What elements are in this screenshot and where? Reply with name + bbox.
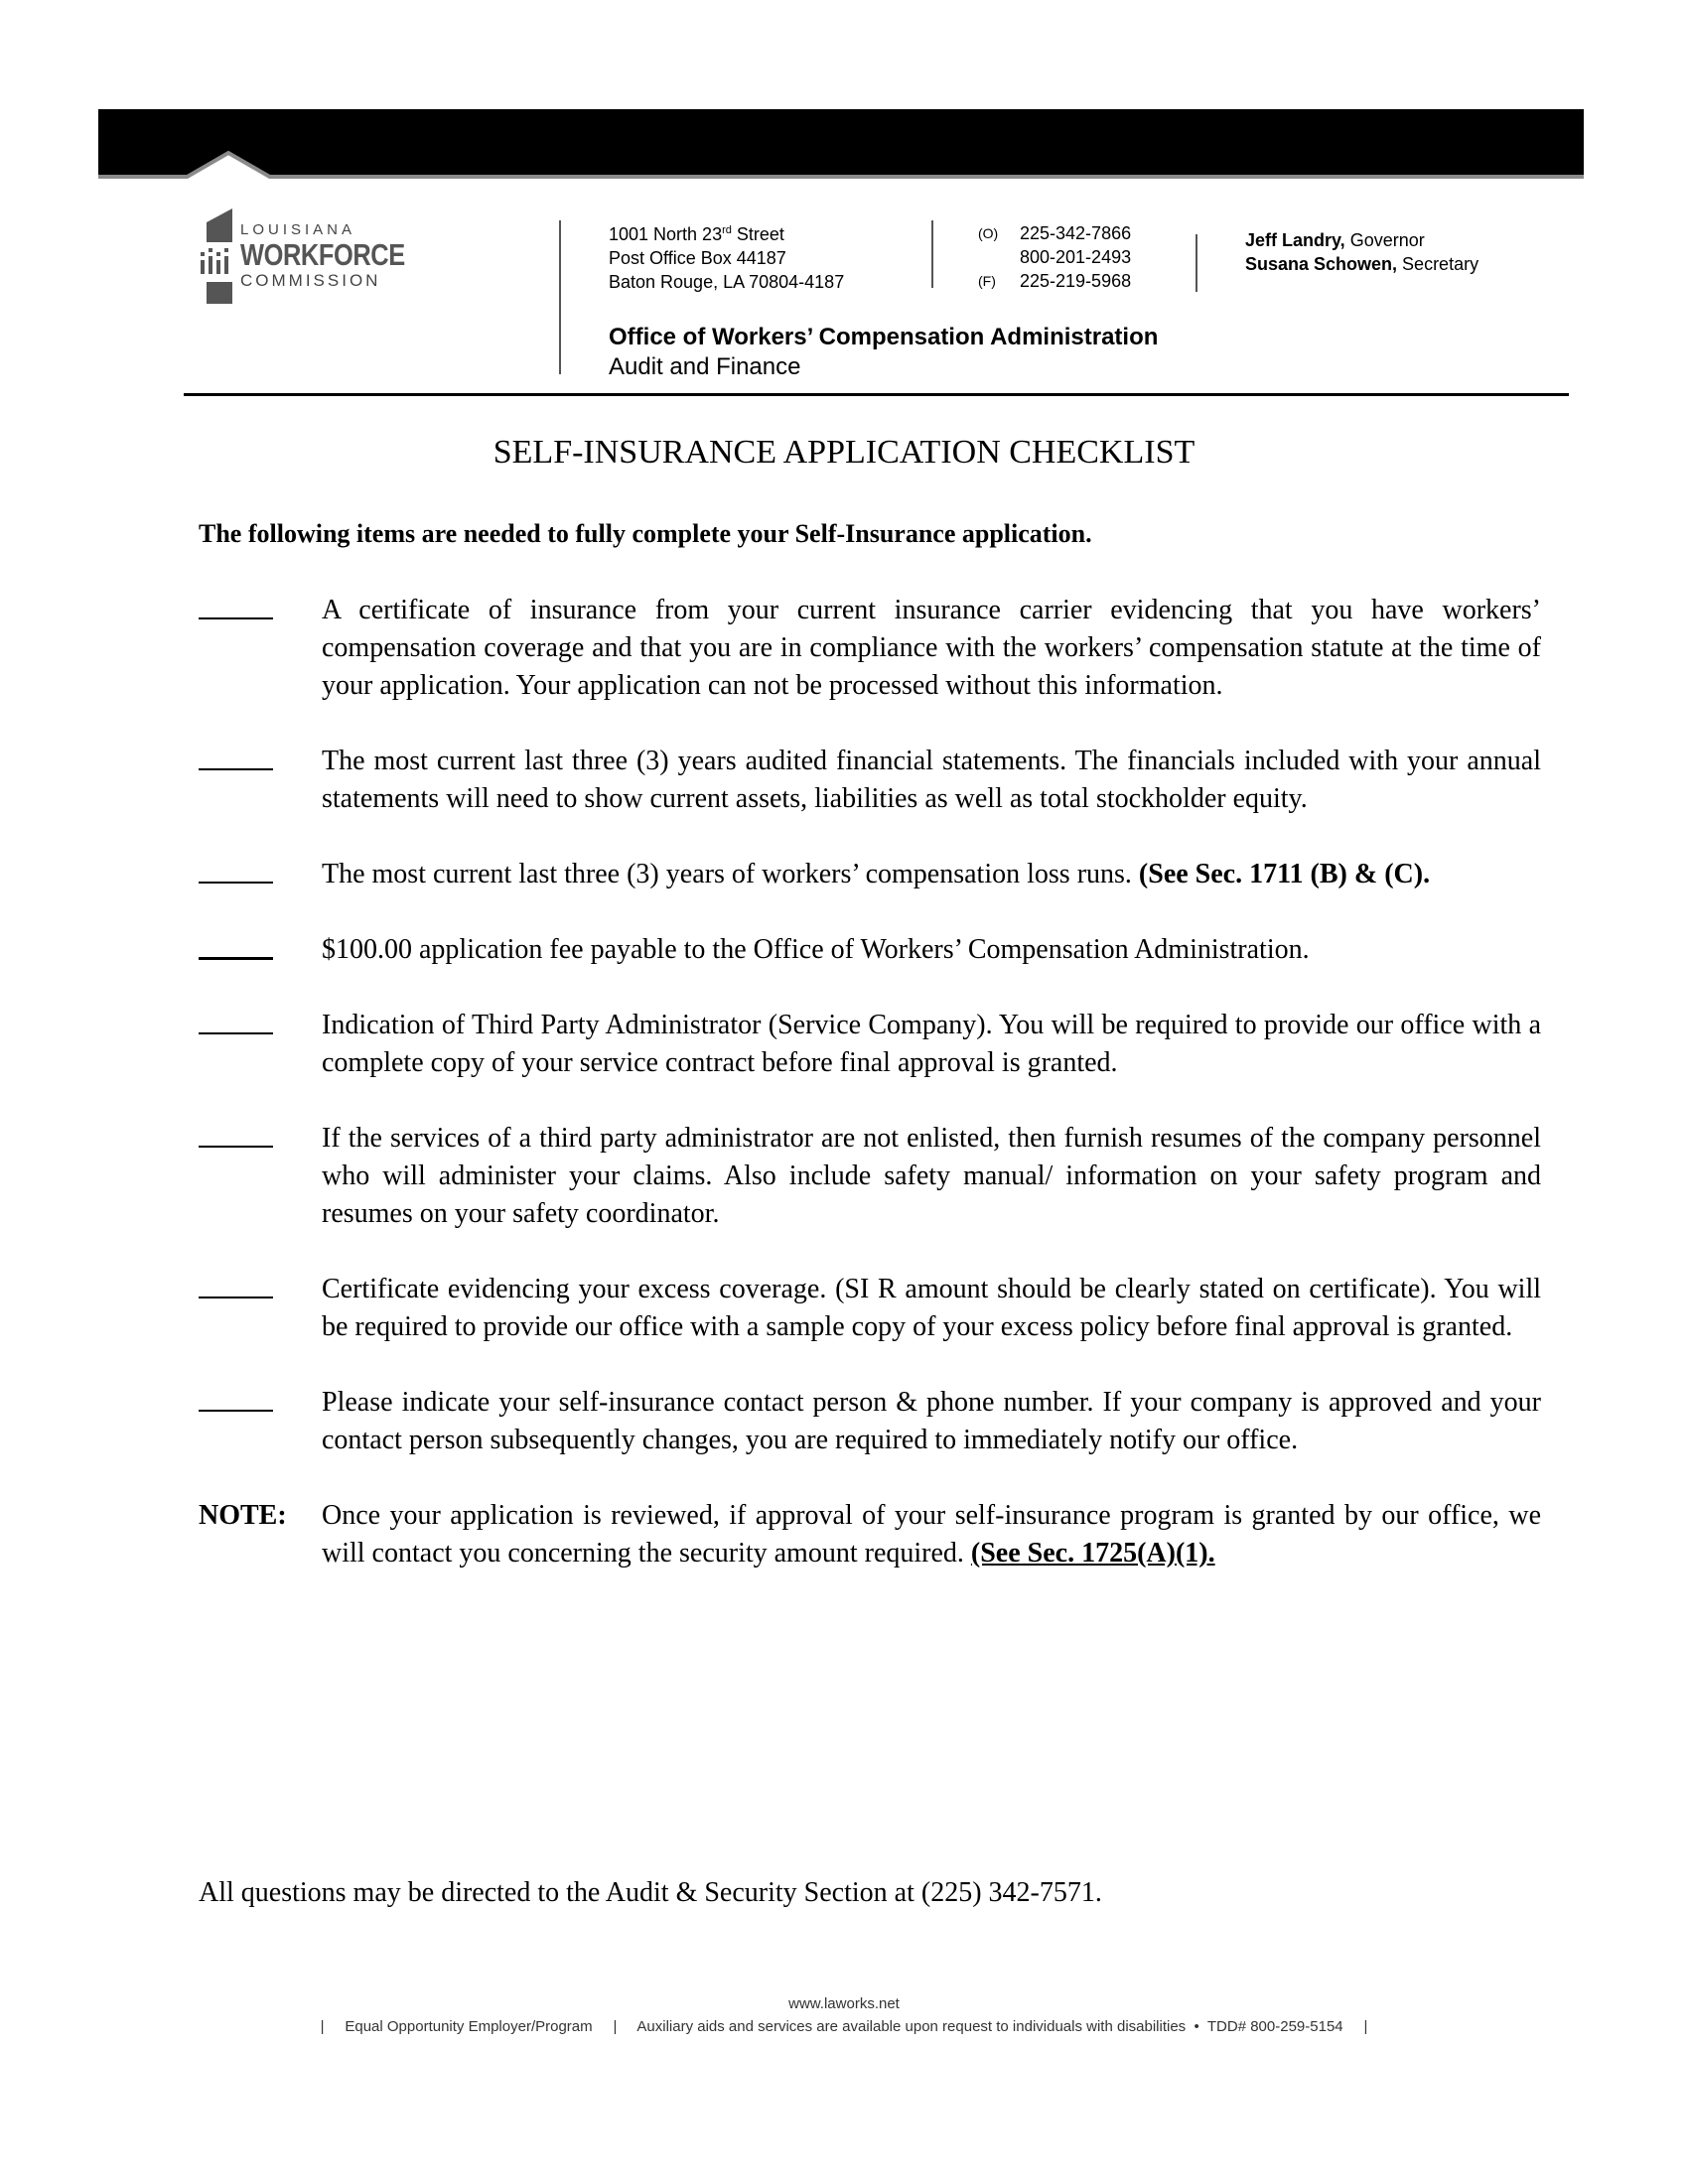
note [199, 1497, 1541, 1572]
checklist-blank[interactable] [199, 1120, 273, 1148]
checklist-item-text: The most current last three (3) years audited financial statements. The financials included with your annual statements will need to show current assets, liabilities as well as total stockholder equity. [322, 746, 1541, 814]
checklist-blank[interactable] [199, 1384, 273, 1412]
office-subtitle: Audit and Finance [609, 353, 801, 380]
note-section-ref: (See Sec. 1725(A)(1). [970, 1538, 1215, 1569]
checklist-item [199, 1271, 1541, 1346]
phone-tollfree-row: 800-201-2493 [1020, 247, 1132, 267]
checklist-item-text: Indication of Third Party Administrator (Service Company). You will be required to provide our office with a complete copy of your service contract before final approval is granted. [322, 1010, 1541, 1078]
address-street: 1001 North 23rd Street [609, 224, 784, 244]
checklist-item [199, 856, 1541, 893]
checklist-item [199, 931, 1541, 969]
checklist-blank[interactable] [199, 856, 273, 884]
logo-line-louisiana: LOUISIANA [240, 221, 356, 238]
header-separator-3 [1196, 234, 1197, 292]
checklist-blank[interactable] [199, 1271, 273, 1298]
checklist-blank[interactable] [199, 1007, 273, 1034]
intro-text: The following items are needed to fully complete your Self-Insurance application. [199, 519, 1092, 548]
secretary: Susana Schowen, Secretary [1245, 254, 1479, 274]
phone-fax-row: (F) 225-219-5968 [978, 271, 1132, 291]
checklist-item-text: If the services of a third party administrator are not enlisted, then furnish resumes of the company personnel who will administer your claims. Also include safety manual/ information on your safety program and resumes on your safety coordinator. [322, 1123, 1541, 1229]
phone-office-row: (O) 225-342-7866 [978, 223, 1132, 243]
checklist-item [199, 1384, 1541, 1459]
note-text: Once your application is reviewed, if approval of your self-insurance program is granted by our office, we will contact you concerning the security amount required. (See Sec. 1725(A)(1). [322, 1500, 1541, 1569]
closing-text: All questions may be directed to the Audit & Security Section at (225) 342-7571. [199, 1877, 1102, 1908]
address-po-box: Post Office Box 44187 [609, 248, 786, 268]
logo-line-commission: COMMISSION [240, 271, 381, 290]
agency-phones [978, 221, 1131, 293]
header-separator-2 [931, 220, 933, 288]
workforce-building-icon [199, 208, 238, 304]
checklist-item-text: Certificate evidencing your excess coverage. (SI R amount should be clearly stated on certificate). You will be required to provide our office with a sample copy of your excess policy before final approval is granted. [322, 1274, 1541, 1342]
header-rule [184, 393, 1569, 396]
note-label: NOTE: [199, 1500, 287, 1531]
footer-notice: | Equal Opportunity Employer/Program | Auxiliary aids and services are available upon request to individuals with disabilities • TDD# 800-259-5154 | [320, 2018, 1368, 2035]
banner-roof-notch [184, 149, 273, 179]
document-title: SELF-INSURANCE APPLICATION CHECKLIST [492, 434, 1196, 471]
footer-url[interactable]: www.laworks.net [788, 1995, 900, 2012]
office-title: Office of Workers’ Compensation Administration [609, 324, 1159, 350]
checklist-item-text: The most current last three (3) years of workers’ compensation loss runs. (See Sec. 1711 (B) & (C). [322, 859, 1431, 889]
header-separator-1 [559, 220, 561, 374]
checklist-blank[interactable] [199, 743, 273, 770]
lwc-logo [199, 206, 437, 306]
agency-officials [1245, 228, 1478, 276]
checklist-blank[interactable] [199, 592, 273, 619]
checklist-item-text: A certificate of insurance from your current insurance carrier evidencing that you have workers’ compensation coverage and that you are in compliance with the workers’ compensation statute at the time of your application. Your application can not be processed without this information. [322, 595, 1541, 701]
checklist [199, 592, 1541, 1610]
checklist-item [199, 1007, 1541, 1082]
logo-line-workforce: WORKFORCE [240, 237, 405, 272]
governor: Jeff Landry, Governor [1245, 230, 1425, 250]
header-banner [98, 109, 1584, 175]
agency-address [609, 218, 844, 294]
address-city: Baton Rouge, LA 70804-4187 [609, 272, 845, 292]
checklist-item-text: $100.00 application fee payable to the Office of Workers’ Compensation Administration. [322, 934, 1310, 965]
header-banner-underline [98, 175, 1584, 179]
checklist-item [199, 592, 1541, 705]
logo-wordmark [240, 206, 441, 292]
checklist-blank[interactable] [199, 931, 273, 960]
checklist-item-text: Please indicate your self-insurance contact person & phone number. If your company is approved and your contact person subsequently changes, you are required to immediately notify our office. [322, 1387, 1541, 1455]
checklist-item [199, 743, 1541, 818]
checklist-item [199, 1120, 1541, 1233]
